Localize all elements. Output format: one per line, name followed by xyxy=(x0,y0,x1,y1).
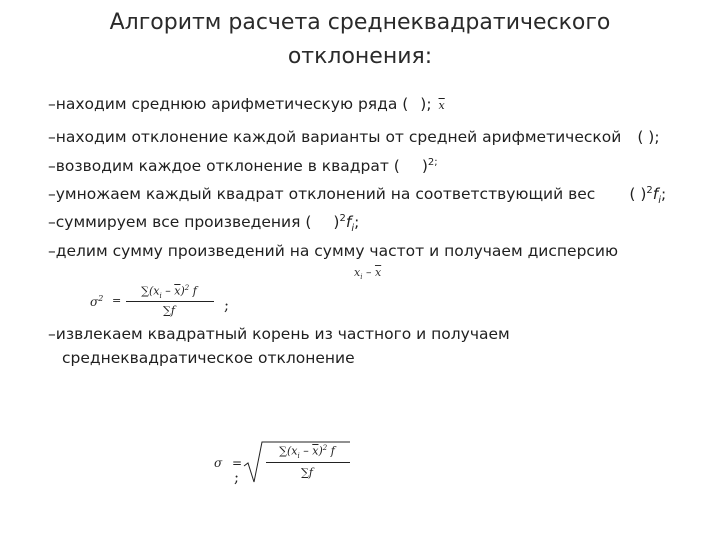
variance-sigma: σ xyxy=(90,295,99,309)
step-4-end: ; xyxy=(661,185,667,203)
step-7 xyxy=(48,324,510,344)
stddev-num-minus: – xyxy=(299,444,313,458)
stddev-semicolon: ; xyxy=(234,468,240,486)
step-5-tail: ) xyxy=(333,213,340,231)
step-1-tail: ); xyxy=(420,95,432,113)
stddev-denominator xyxy=(264,466,350,479)
stddev-num-body: (x xyxy=(287,444,298,458)
variance-denominator xyxy=(124,304,214,317)
step-4-text: –умножаем каждый квадрат отклонений на соответствующий вес xyxy=(48,185,596,203)
variance-den-f: f xyxy=(170,304,175,317)
stddev-num-sup: 2 xyxy=(322,444,328,452)
variance-num-f: f xyxy=(189,284,197,298)
stddev-fraction-bar xyxy=(266,462,350,463)
variance-den-sum: ∑ xyxy=(163,304,171,317)
slide-title xyxy=(60,6,660,74)
variance-eq: = xyxy=(112,294,122,307)
step-5 xyxy=(48,212,360,235)
step-1 xyxy=(48,94,445,116)
variance-sigma-sup: 2 xyxy=(98,294,104,303)
deviation-xbar: $\overline{x}$ xyxy=(374,266,382,279)
step-3-tail: ) xyxy=(421,157,428,175)
step-5-text: –суммируем все произведения ( xyxy=(48,213,312,231)
step-5-f-sub: i xyxy=(351,223,355,235)
step-4-f-sub: i xyxy=(658,195,661,207)
step-6 xyxy=(48,241,618,261)
variance-fraction-bar xyxy=(126,301,214,302)
step-2-text: –находим отклонение каждой варианты от средней арифметической xyxy=(48,128,622,146)
stddev-num-f: f xyxy=(327,444,335,458)
step-7-text: –извлекаем квадратный корень из частного и получаем xyxy=(48,325,510,343)
stddev-num-sum: ∑ xyxy=(279,444,288,458)
stddev-num-sub: i xyxy=(297,451,300,460)
step-5-f: f xyxy=(345,213,352,231)
variance-num-minus: – xyxy=(161,284,175,298)
stddev-den-sum: ∑ xyxy=(301,466,309,479)
step-2 xyxy=(48,127,660,147)
step-7-cont-text: среднеквадратическое отклонение xyxy=(62,349,355,367)
variance-num-xbar: $\overline{x}$ xyxy=(174,284,181,298)
stddev-num-xbar: $\overline{x}$ xyxy=(312,444,319,458)
deviation-x: x xyxy=(354,266,361,279)
variance-num-close: ) xyxy=(180,284,185,298)
step-4-f: f xyxy=(652,185,659,203)
title-line-1: Алгоритм расчета среднеквадратического xyxy=(109,10,611,35)
deviation-label xyxy=(354,266,381,281)
step-4-tail: ( ) xyxy=(629,185,647,203)
step-5-end: ; xyxy=(354,213,360,231)
variance-formula xyxy=(90,284,220,324)
step-3-text: –возводим каждое отклонение в квадрат ( xyxy=(48,157,400,175)
stddev-eq: = xyxy=(232,456,243,470)
deviation-sub: i xyxy=(360,273,363,282)
step-6-text: –делим сумму произведений на сумму частот и получаем дисперсию xyxy=(48,242,619,260)
step-7-cont xyxy=(62,348,355,368)
stddev-sigma: σ xyxy=(214,456,223,470)
variance-num-sum: ∑ xyxy=(141,284,150,298)
title-line-2: отклонения: xyxy=(287,44,433,69)
step-4-sup: 2 xyxy=(646,184,653,196)
step-3 xyxy=(48,156,438,176)
step-1-text: –находим среднюю арифметическую ряда ( xyxy=(48,95,409,113)
variance-num-sup: 2 xyxy=(184,284,190,292)
step-4 xyxy=(48,184,667,207)
step-2-tail: ( ); xyxy=(637,128,660,146)
stddev-den-f: f xyxy=(308,466,313,479)
stddev-numerator xyxy=(264,444,350,460)
variance-numerator xyxy=(124,284,214,300)
stddev-num-close: ) xyxy=(318,444,323,458)
deviation-minus: – xyxy=(362,266,375,279)
step-3-sup: 2; xyxy=(427,156,438,168)
step-5-sup: 2 xyxy=(339,212,346,224)
xbar-symbol: $\overline{x}$ xyxy=(438,99,445,112)
variance-num-body: (x xyxy=(149,284,160,298)
variance-semicolon: ; xyxy=(224,296,230,314)
variance-lhs xyxy=(90,294,103,309)
variance-num-sub: i xyxy=(159,291,162,300)
